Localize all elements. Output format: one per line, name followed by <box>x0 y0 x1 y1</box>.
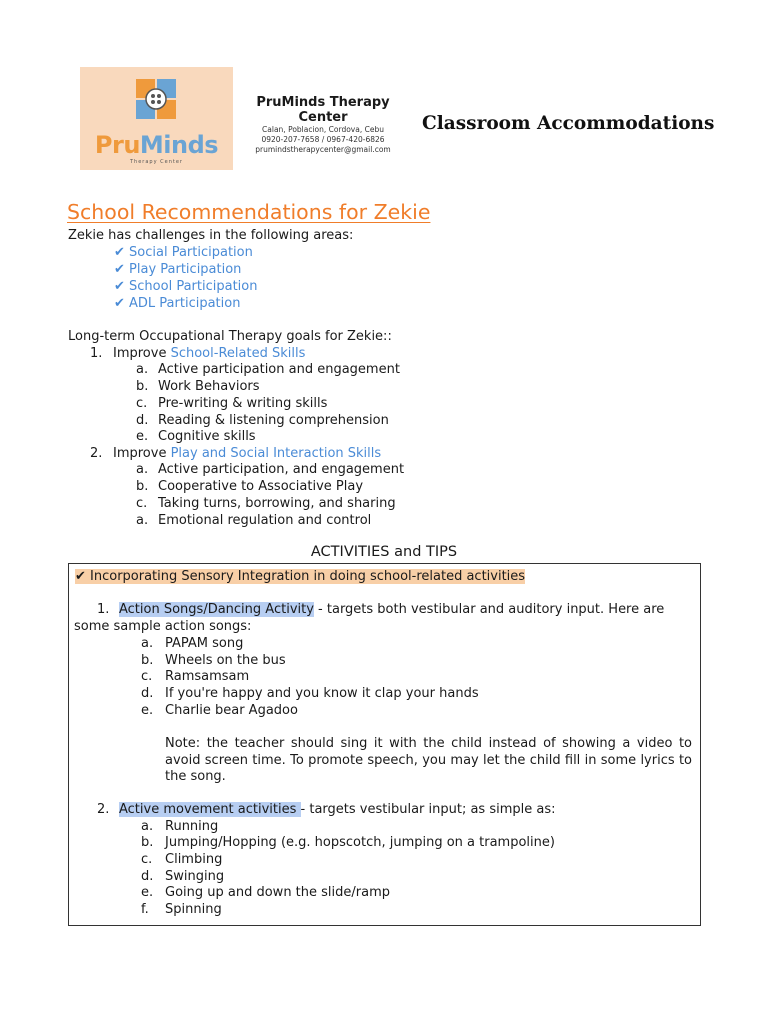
center-phones: 0920-207-7658 / 0967-420-6826 <box>261 135 385 144</box>
item-1-line: Action Songs/Dancing Activity - targets both vestibular and auditory input. Here are <box>119 602 665 617</box>
movement-item: Spinning <box>165 902 222 917</box>
center-address: Calan, Poblacion, Cordova, Cebu <box>262 125 384 134</box>
activities-heading: ACTIVITIES and TIPS <box>310 544 458 560</box>
goal-item: Active participation, and engagement <box>158 462 405 477</box>
goal-item: Emotional regulation and control <box>158 513 372 528</box>
list-marker: a. <box>141 636 154 651</box>
goal-label: Play and Social Interaction Skills <box>170 446 382 461</box>
challenge-item: ✔ School Participation <box>114 279 258 294</box>
item-number: 1. <box>97 602 110 617</box>
goal-label: School-Related Skills <box>170 346 306 361</box>
list-marker: e. <box>141 703 154 718</box>
puzzle-logo-icon <box>134 77 178 121</box>
item-2-line: Active movement activities - targets vestibular input; as simple as: <box>119 802 556 817</box>
letterhead <box>80 65 410 172</box>
list-marker: d. <box>141 686 154 701</box>
document-title: Classroom Accommodations <box>422 113 715 134</box>
list-marker: c. <box>136 496 148 511</box>
item-2-highlight: Active movement activities <box>119 802 301 817</box>
list-marker: e. <box>141 885 154 900</box>
goal-item: Taking turns, borrowing, and sharing <box>158 496 396 511</box>
list-marker: d. <box>141 869 154 884</box>
item-1-highlight: Action Songs/Dancing Activity <box>119 602 314 617</box>
list-marker: f. <box>141 902 149 917</box>
song-item: If you're happy and you know it clap your hands <box>165 686 479 701</box>
song-item: Charlie bear Agadoo <box>165 703 298 718</box>
challenge-item: ✔ Play Participation <box>114 262 242 277</box>
challenge-item: ✔ ADL Participation <box>114 296 241 311</box>
list-marker: c. <box>141 852 153 867</box>
center-name: PruMinds Therapy Center <box>256 95 390 125</box>
goal-number: 2. <box>90 446 103 461</box>
box-banner: ✔ Incorporating Sensory Integration in doing school-related activities <box>75 569 526 584</box>
list-marker: c. <box>141 669 153 684</box>
goal-item: Pre-writing & writing skills <box>158 396 328 411</box>
goal-title: Improve Play and Social Interaction Skills <box>113 446 382 461</box>
movement-item: Running <box>165 819 219 834</box>
movement-item: Going up and down the slide/ramp <box>165 885 391 900</box>
item-1-line-2: some sample action songs: <box>74 619 252 634</box>
list-marker: a. <box>136 513 149 528</box>
song-item: PAPAM song <box>165 636 244 651</box>
list-marker: d. <box>136 413 149 428</box>
goals-heading: Long-term Occupational Therapy goals for Zekie:: <box>68 329 392 344</box>
list-marker: a. <box>141 819 154 834</box>
activities-box <box>68 563 701 926</box>
note-paragraph: Note: the teacher should sing it with the child instead of showing a video to avoid screen time. To promote speech, you may let the child fill in some lyrics to the song. <box>165 736 692 784</box>
list-marker: a. <box>136 362 149 377</box>
list-marker: b. <box>136 379 149 394</box>
movement-item: Climbing <box>165 852 223 867</box>
goal-item: Work Behaviors <box>158 379 260 394</box>
list-marker: a. <box>136 462 149 477</box>
page-title: School Recommendations for Zekie <box>67 200 431 224</box>
goal-item: Active participation and engagement <box>158 362 400 377</box>
list-marker: c. <box>136 396 148 411</box>
list-marker: b. <box>136 479 149 494</box>
list-marker: b. <box>141 653 154 668</box>
goal-title: Improve School-Related Skills <box>113 346 306 361</box>
goal-number: 1. <box>90 346 103 361</box>
goal-item: Reading & listening comprehension <box>158 413 389 428</box>
goal-item: Cooperative to Associative Play <box>158 479 364 494</box>
logo-wordmark: PruMinds <box>94 131 219 159</box>
movement-item: Swinging <box>165 869 225 884</box>
center-info <box>233 95 413 155</box>
list-marker: b. <box>141 835 154 850</box>
list-marker: e. <box>136 429 149 444</box>
movement-item: Jumping/Hopping (e.g. hopscotch, jumping on a trampoline) <box>165 835 555 850</box>
song-item: Wheels on the bus <box>165 653 286 668</box>
logo <box>80 67 233 170</box>
goal-item: Cognitive skills <box>158 429 256 444</box>
item-number: 2. <box>97 802 110 817</box>
center-email: prumindstherapycenter@gmail.com <box>255 145 391 154</box>
song-item: Ramsamsam <box>165 669 250 684</box>
challenge-item: ✔ Social Participation <box>114 245 253 260</box>
logo-subtext: Therapy Center <box>130 159 183 165</box>
intro-text: Zekie has challenges in the following areas: <box>68 228 354 243</box>
